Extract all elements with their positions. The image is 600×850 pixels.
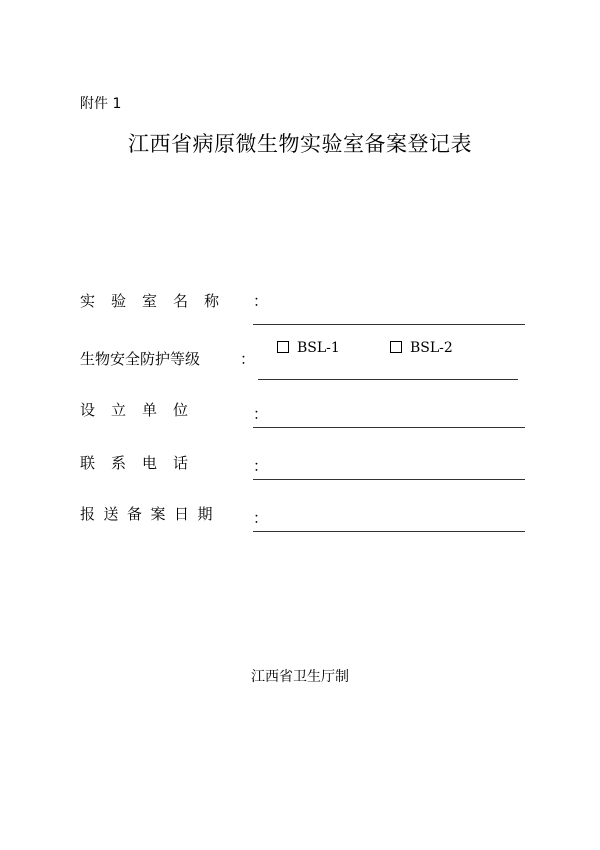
unit-field[interactable] <box>253 427 525 428</box>
bsl2-option[interactable] <box>390 340 453 356</box>
phone-label: 联系电话 <box>80 454 205 472</box>
bsl1-checkbox[interactable] <box>277 341 289 353</box>
unit-colon: ： <box>253 405 269 423</box>
unit-label: 设立单位 <box>80 401 205 419</box>
biosafety-colon: ： <box>240 350 256 368</box>
lab-name-field[interactable] <box>253 324 525 325</box>
date-label: 报送备案日期 <box>80 505 222 523</box>
bsl2-checkbox[interactable] <box>390 341 402 353</box>
lab-name-label: 实验室名称 <box>80 292 236 310</box>
date-field[interactable] <box>253 531 525 532</box>
lab-name-colon: ： <box>253 292 269 310</box>
biosafety-label: 生物安全防护等级 <box>80 350 201 368</box>
biosafety-underline <box>258 379 518 380</box>
bsl2-label: BSL-2 <box>410 340 453 356</box>
phone-field[interactable] <box>253 479 525 480</box>
date-colon: ： <box>253 509 269 527</box>
issuer-footer: 江西省卫生厅制 <box>251 669 349 685</box>
phone-colon: ： <box>253 457 269 475</box>
bsl1-label: BSL-1 <box>297 340 340 356</box>
attachment-label: 附件 1 <box>80 96 122 112</box>
bsl1-option[interactable] <box>277 340 340 356</box>
page-title: 江西省病原微生物实验室备案登记表 <box>128 132 472 156</box>
